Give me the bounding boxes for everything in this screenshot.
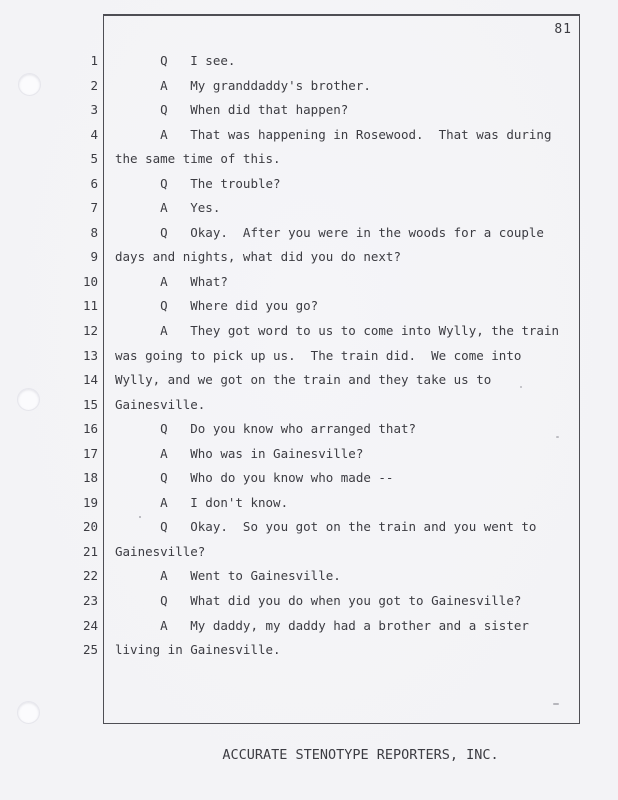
line-number: 25	[82, 642, 98, 658]
line-number: 18	[82, 470, 98, 486]
hole-punch-bottom	[17, 701, 40, 724]
transcript-line	[0, 98, 618, 123]
line-text: A I don't know.	[115, 494, 289, 510]
line-text: Q When did that happen?	[115, 102, 349, 118]
line-text: Q Okay. After you were in the woods for a couple	[115, 224, 544, 240]
line-number: 13	[82, 347, 98, 363]
line-number: 19	[82, 494, 98, 510]
line-number: 21	[82, 543, 98, 559]
transcript-line	[0, 614, 618, 639]
line-number: 24	[82, 617, 98, 633]
scan-speck	[139, 516, 141, 518]
reporter-footer: ACCURATE STENOTYPE REPORTERS, INC.	[222, 747, 499, 763]
transcript-line	[0, 74, 618, 99]
line-number: 10	[82, 273, 98, 289]
transcript-line	[0, 294, 618, 319]
transcript-line	[0, 589, 618, 614]
line-number: 14	[82, 372, 98, 388]
line-text: A What?	[115, 273, 228, 289]
transcript-line	[0, 49, 618, 74]
line-number: 5	[90, 151, 98, 167]
transcript-line	[0, 270, 618, 295]
line-text: Q I see.	[115, 53, 236, 68]
line-text: was going to pick up us. The train did. We come into	[115, 347, 522, 363]
page-number: 81	[554, 22, 572, 37]
transcript-line	[0, 172, 618, 197]
line-text: Q Where did you go?	[115, 298, 319, 314]
line-number: 23	[82, 593, 98, 609]
transcript-line	[0, 515, 618, 540]
line-number: 20	[82, 519, 98, 535]
transcript-line	[0, 466, 618, 491]
line-text: Gainesville.	[115, 396, 206, 412]
line-text: Q What did you do when you got to Gainesville?	[115, 593, 522, 609]
transcript-line	[0, 564, 618, 589]
line-number: 17	[82, 445, 98, 461]
scan-speck	[520, 386, 522, 388]
transcript-line	[0, 368, 618, 393]
line-text: A Yes.	[115, 200, 221, 216]
line-number: 11	[82, 298, 98, 314]
line-text: A My daddy, my daddy had a brother and a sister	[115, 617, 529, 633]
line-text: A They got word to us to come into Wylly, the train	[115, 323, 560, 339]
scan-speck	[553, 703, 559, 705]
line-number: 15	[82, 396, 98, 412]
line-text: Q The trouble?	[115, 175, 281, 191]
line-text: Gainesville?	[115, 543, 206, 559]
line-number: 22	[82, 568, 98, 584]
line-text: Wylly, and we got on the train and they take us to	[115, 372, 492, 388]
line-text: the same time of this.	[115, 151, 281, 167]
line-number: 7	[90, 200, 98, 216]
transcript-line	[0, 540, 618, 565]
line-text: A Who was in Gainesville?	[115, 445, 364, 461]
transcript-line	[0, 393, 618, 418]
line-number: 1	[90, 53, 98, 68]
transcript-line	[0, 319, 618, 344]
transcript-line	[0, 344, 618, 369]
line-text: living in Gainesville.	[115, 642, 281, 658]
line-number: 4	[90, 126, 98, 142]
line-number: 3	[90, 102, 98, 118]
line-text: days and nights, what did you do next?	[115, 249, 401, 265]
transcript-line	[0, 221, 618, 246]
line-text: A Went to Gainesville.	[115, 568, 341, 584]
transcript-line	[0, 196, 618, 221]
line-text: A My granddaddy's brother.	[115, 77, 371, 93]
line-number: 9	[90, 249, 98, 265]
scan-speck	[556, 436, 559, 438]
transcript-lines	[0, 49, 618, 663]
line-text: Q Okay. So you got on the train and you went to	[115, 519, 537, 535]
transcript-line	[0, 123, 618, 148]
line-number: 16	[82, 421, 98, 437]
line-text: Q Do you know who arranged that?	[115, 421, 417, 437]
line-number: 12	[82, 323, 98, 339]
transcript-line	[0, 638, 618, 663]
transcript-line	[0, 147, 618, 172]
line-number: 8	[90, 224, 98, 240]
transcript-line	[0, 442, 618, 467]
transcript-line	[0, 245, 618, 270]
transcript-line	[0, 417, 618, 442]
transcript-line	[0, 491, 618, 516]
line-text: A That was happening in Rosewood. That was during	[115, 126, 552, 142]
line-number: 2	[90, 77, 98, 93]
line-number: 6	[90, 175, 98, 191]
line-text: Q Who do you know who made --	[115, 470, 394, 486]
